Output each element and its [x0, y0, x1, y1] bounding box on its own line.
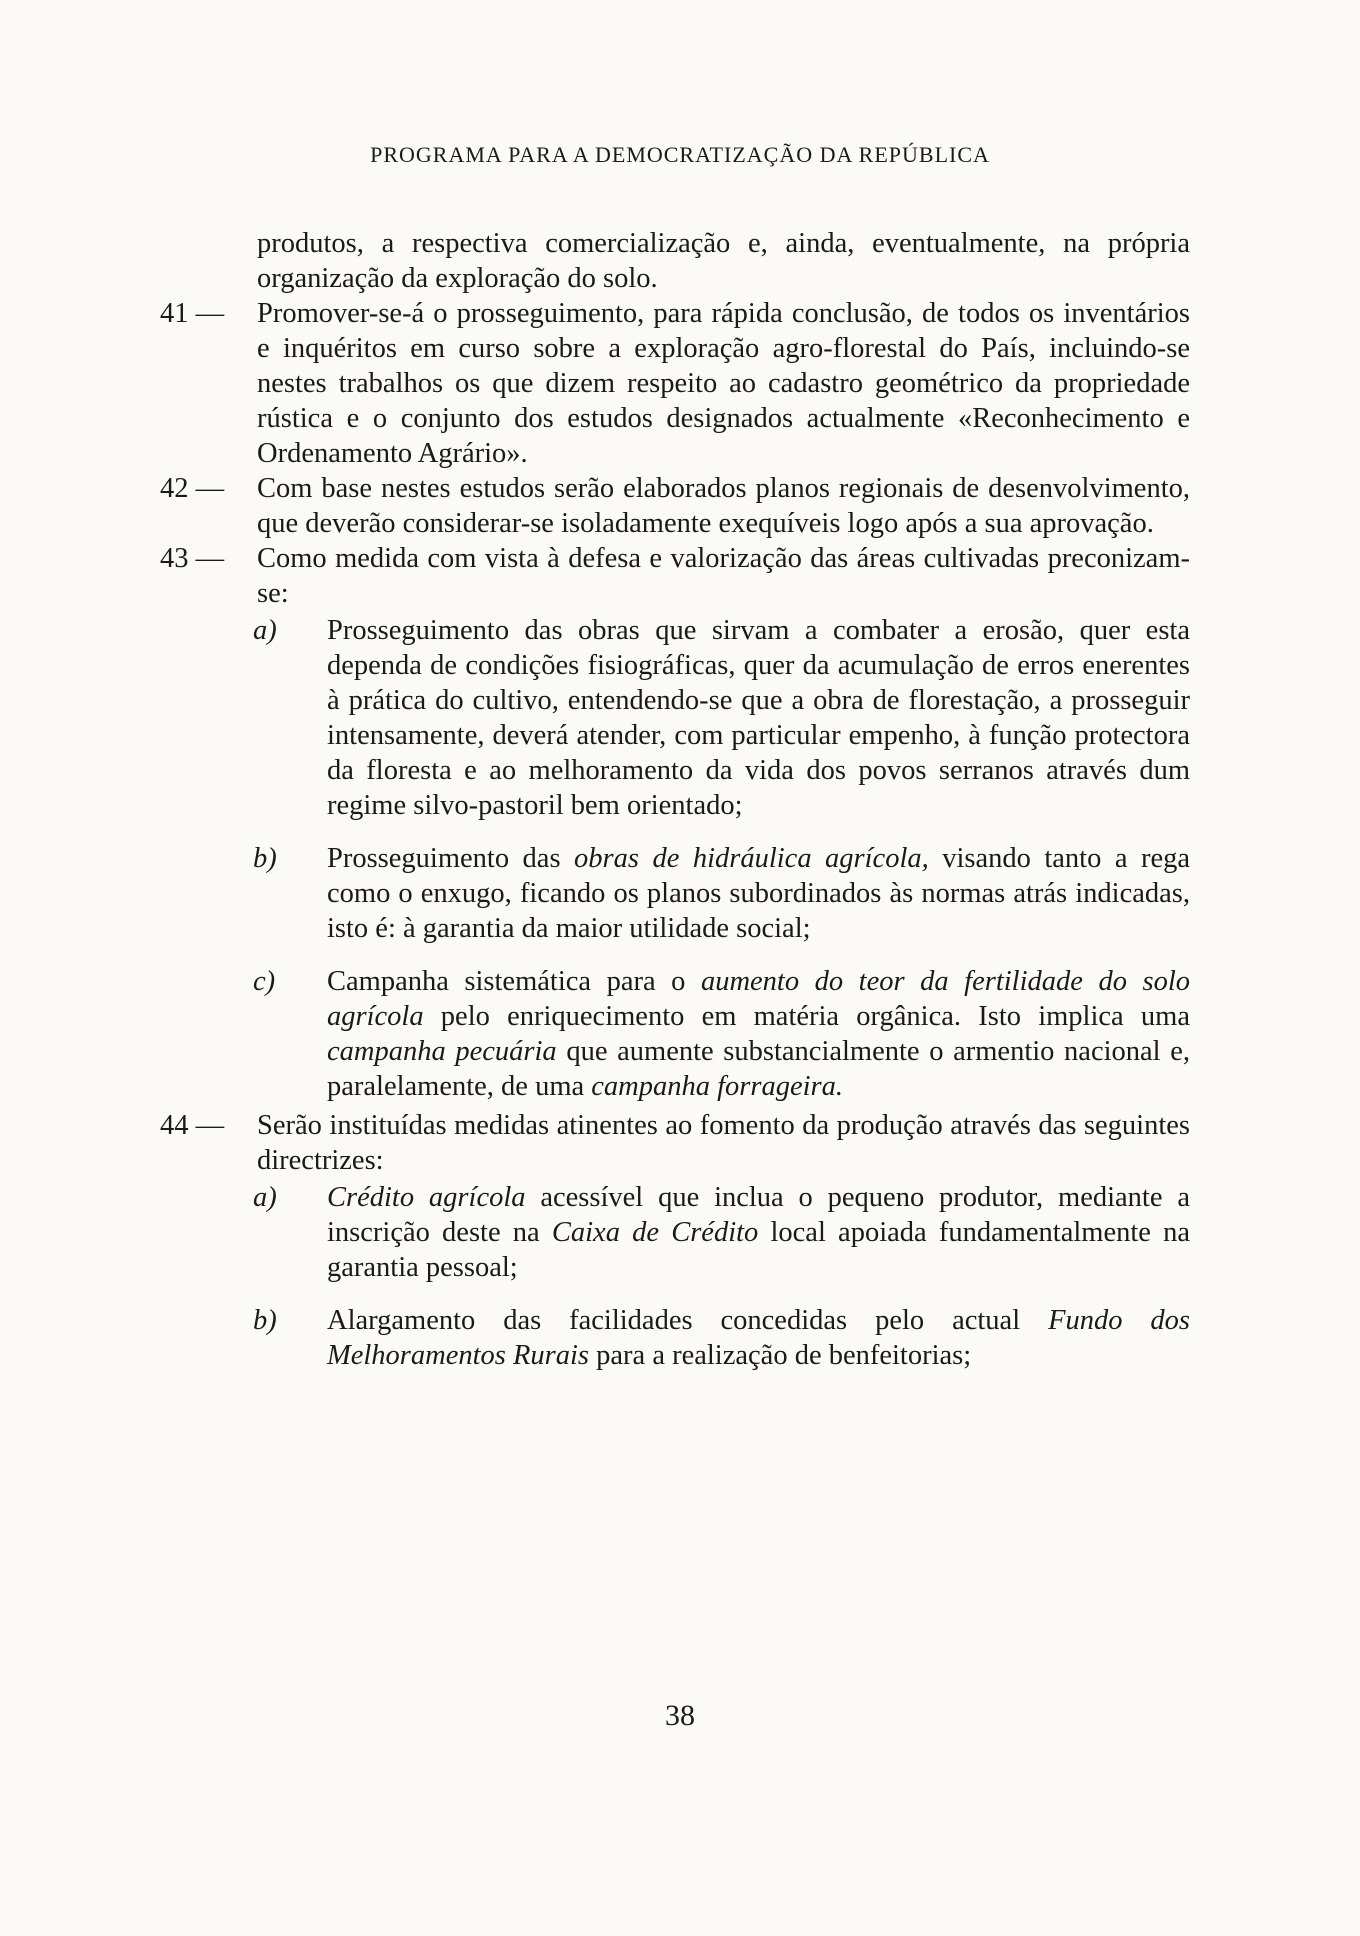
item-42 — [160, 471, 1190, 541]
item-number: 43 — — [160, 543, 225, 574]
subitem-text: que aumente substancialmente o armentio nacional e, paralelamente, de uma — [327, 1036, 1190, 1102]
item-43 — [160, 541, 1190, 611]
subitem-emphasis: Caixa de Crédito — [551, 1217, 759, 1248]
subitem-text: visando tanto a rega como o enxugo, ficando os planos subordinados às normas atrás indicadas, isto é: à garantia da maior utilidade social; — [327, 843, 1190, 944]
subitem-text: local apoiada fundamentalmente na garantia pessoal; — [327, 1217, 1190, 1283]
subitem-emphasis: campanha forrageira. — [591, 1071, 844, 1102]
item-41 — [160, 296, 1190, 471]
subitem-43b — [160, 841, 1190, 946]
item-number: 44 — — [160, 1110, 225, 1141]
item-44 — [160, 1108, 1190, 1178]
intro-text: produtos, a respectiva comercialização e, ainda, eventualmente, na própria organização da exploração do solo. — [257, 228, 1190, 294]
page-number: 38 — [665, 1699, 695, 1732]
running-header: PROGRAMA PARA A DEMOCRATIZAÇÃO DA REPÚBLICA — [370, 142, 990, 167]
subitem-letter: b) — [253, 1305, 277, 1336]
intro-paragraph — [160, 226, 1190, 296]
subitem-letter: a) — [253, 615, 277, 646]
subitem-text: Alargamento das facilidades concedidas pelo actual — [327, 1305, 1049, 1336]
subitem-text: pelo enriquecimento em matéria orgânica. Isto implica uma — [423, 1001, 1190, 1032]
subitem-emphasis: aumento do teor da fertilidade do solo agrícola — [327, 966, 1190, 1032]
subitem-44b — [160, 1303, 1190, 1373]
subitem-text: para a realização de benfeitorias; — [589, 1340, 972, 1371]
subitem-text: Campanha sistemática para o — [327, 966, 701, 997]
subitem-letter: c) — [253, 966, 276, 997]
item-text: Com base nestes estudos serão elaborados planos regionais de desenvolvimento, que deverão considerar-se isoladamente exequíveis logo após a sua aprovação. — [257, 473, 1190, 539]
subitem-text: Prosseguimento das — [327, 843, 575, 874]
subitem-text: Prosseguimento das obras que sirvam a combater a erosão, quer esta dependa de condições fisiográficas, quer da acumulação de erros enerentes à prática do cultivo, entendendo-se que a obra de florestação, a prosseguir intensamente, deverá atender, com particular empenho, à função protectora da floresta e ao melhoramento da vida dos povos serranos através dum regime silvo-pastoril bem orientado; — [327, 615, 1190, 821]
subitem-emphasis: campanha pecuária — [327, 1036, 557, 1067]
item-text: Como medida com vista à defesa e valorização das áreas cultivadas preconizam-se: — [257, 543, 1190, 609]
subitem-43a — [160, 613, 1190, 823]
subitem-letter: b) — [253, 843, 277, 874]
page-body — [160, 226, 1190, 1373]
subitem-emphasis: obras de hidráulica agrícola, — [574, 843, 929, 874]
item-text: Serão instituídas medidas atinentes ao fomento da produção através das seguintes directrizes: — [257, 1110, 1190, 1176]
subitem-44a — [160, 1180, 1190, 1285]
subitem-text: acessível que inclua o pequeno produtor, mediante a inscrição deste na — [327, 1182, 1190, 1248]
subitem-43c — [160, 964, 1190, 1104]
subitem-emphasis: Fundo dos Melhoramentos Rurais — [327, 1305, 1191, 1371]
item-number: 41 — — [160, 298, 225, 329]
item-text: Promover-se-á o prosseguimento, para rápida conclusão, de todos os inventários e inquéritos em curso sobre a exploração agro-florestal do País, incluindo-se nestes trabalhos os que dizem respeito ao cadastro geométrico da propriedade rústica e o conjunto dos estudos designados actualmente «Reconhecimento e Ordenamento Agrário». — [257, 298, 1190, 469]
subitem-emphasis: Crédito agrícola — [327, 1182, 526, 1213]
subitem-letter: a) — [253, 1182, 277, 1213]
item-number: 42 — — [160, 473, 225, 504]
